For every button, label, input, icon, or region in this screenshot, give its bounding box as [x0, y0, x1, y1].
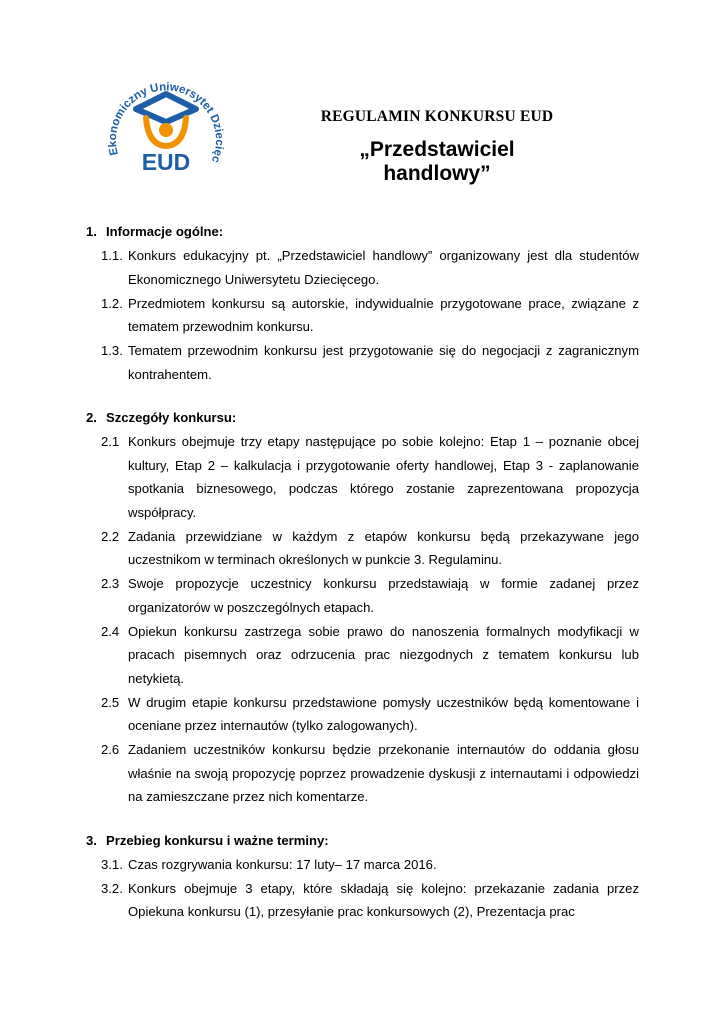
list-item: 1.2. Przedmiotem konkursu są autorskie, indywidualnie przygotowane prace, związane z tematem przewodnim konkursu.	[101, 295, 639, 334]
document-title: REGULAMIN KONKURSU EUD	[320, 108, 554, 125]
list-item: 2.5 W drugim etapie konkursu przedstawione pomysły uczestników będą komentowane i oceniane przez internautów (tylko zalogowanych).	[101, 694, 639, 733]
list-item: 3.1. Czas rozgrywania konkursu: 17 luty– 17 marca 2016.	[101, 856, 437, 872]
eud-logo	[100, 72, 230, 182]
list-item: 2.2 Zadania przewidziane w każdym z etapów konkursu będą przekazywane jego uczestnikom w terminach określonych w punkcie 3. Regulaminu.	[101, 528, 639, 567]
section-heading: 2. Szczegóły konkursu:	[86, 410, 237, 425]
list-item: 2.6 Zadaniem uczestników konkursu będzie przekonanie internautów do oddania głosu właśnie na swoją propozycję poprzez prowadzenie dyskusji z internautami i odpowiedzi na zamieszczane przez nich komentarze.	[101, 742, 639, 804]
section-heading: 3. Przebieg konkursu i ważne terminy:	[86, 832, 329, 848]
list-item: 2.3 Swoje propozycje uczestnicy konkursu przedstawiają w formie zadanej przez organizatorów w poszczególnych etapach.	[101, 576, 639, 615]
logo-arc-text: Ekonomiczny Uniwersytet Dziecięc	[106, 81, 226, 165]
document-title-block	[312, 108, 562, 186]
list-item: 1.1. Konkurs edukacyjny pt. „Przedstawiciel handlowy” organizowany jest dla studentów Ekonomicznego Uniwersytetu Dziecięcego.	[101, 248, 639, 287]
logo-acronym: EUD	[141, 149, 191, 175]
face-icon	[159, 123, 173, 137]
section-heading: 1. Informacje ogólne:	[86, 224, 224, 239]
list-item: 3.2. Konkurs obejmuje 3 etapy, które składają się kolejno: przekazanie zadania przez Opiekuna konkursu (1), przesyłanie prac konkursowych (2), Prezentacja prac	[101, 880, 639, 919]
list-item: 2.4 Opiekun konkursu zastrzega sobie prawo do nanoszenia formalnych modyfikacji w pracach pisemnych oraz odrzucenia prac niezgodnych z tematem konkursu lub netykietą.	[101, 623, 639, 686]
list-item: 1.3. Tematem przewodnim konkursu jest przygotowanie się do negocjacji z zagranicznym kontrahentem.	[101, 343, 639, 382]
eud-logo-graphic	[100, 72, 230, 182]
regulations-body	[86, 220, 639, 924]
list-item: 2.1 Konkurs obejmuje trzy etapy następujące po sobie kolejno: Etap 1 – poznanie obcej kultury, Etap 2 – kalkulacja i przygotowanie oferty handlowej, Etap 3 - zaplanowanie spotkania biznesowego, podczas którego zostanie zaprezentowana propozycja współpracy.	[101, 434, 639, 520]
document-subtitle: „Przedstawiciel handlowy”	[359, 138, 515, 185]
